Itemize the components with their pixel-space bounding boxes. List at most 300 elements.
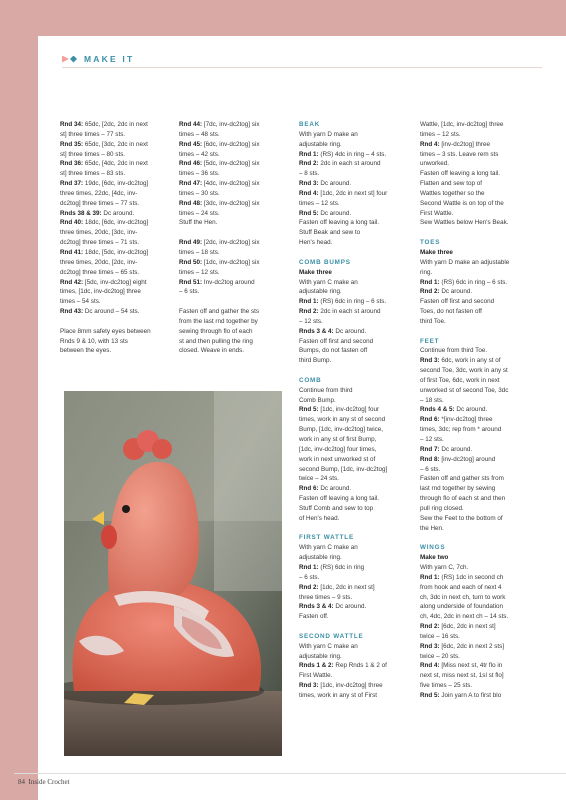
paragraph-gap: [179, 228, 299, 238]
instruction-text: Dc around.: [318, 485, 352, 493]
instruction-text: (RS) 6dc in ring: [318, 563, 365, 571]
pattern-line: [179, 218, 299, 228]
instruction-text: times – 24 sts.: [179, 209, 220, 217]
pattern-line: [179, 287, 299, 297]
instruction-text: Join yarn A to first blo: [439, 691, 502, 699]
instruction-text: Continue from third Toe.: [420, 347, 488, 355]
instruction-text: Stuff Beak and sew to: [299, 229, 361, 237]
instruction-text: times – 36 sts.: [179, 170, 220, 178]
section-title: MAKE IT: [84, 54, 135, 64]
pattern-line: [420, 593, 550, 603]
pattern-line: [420, 159, 550, 169]
round-label: Rnd 4:: [420, 662, 440, 670]
round-label: Rnd 3:: [299, 682, 319, 690]
instruction-text: pull ring closed.: [420, 504, 464, 512]
pattern-line: [299, 514, 424, 524]
instruction-text: With yarn D make an: [299, 130, 358, 138]
pattern-line: [420, 602, 550, 612]
instruction-text: – 12 sts.: [420, 436, 444, 443]
pattern-line: [60, 199, 188, 209]
pattern-line: [299, 140, 424, 150]
pattern-line: [299, 278, 424, 288]
instruction-text: ch, 4dc, 2dc in next ch – 14 sts.: [420, 613, 509, 621]
pattern-line: [420, 218, 550, 228]
instruction-text: times – 12 sts.: [299, 199, 340, 207]
pattern-line: [179, 346, 299, 356]
instruction-text: st and then pulling the ring: [179, 337, 253, 345]
pattern-line: [299, 593, 424, 603]
pattern-line: [299, 563, 424, 573]
instruction-text: Place 8mm safety eyes between: [60, 327, 151, 335]
pattern-line: [420, 484, 550, 494]
pattern-line: [299, 405, 424, 415]
instruction-text: Wattle, [1dc, inv-dc2tog] three: [420, 121, 504, 128]
pattern-line: [420, 583, 550, 593]
pattern-line: [60, 297, 188, 307]
instruction-text: next st, miss next st, 1sl st flo]: [420, 672, 504, 680]
round-label: Rnd 5:: [299, 209, 319, 217]
pattern-line: [420, 130, 550, 140]
pattern-line: [179, 179, 299, 189]
pattern-line: [60, 189, 188, 199]
instruction-text: – 8 sts.: [299, 170, 320, 178]
instruction-text: five times – 25 sts.: [420, 682, 473, 690]
pattern-line: [420, 396, 550, 406]
instruction-text: times – 12 sts.: [420, 130, 461, 138]
pattern-line: [299, 691, 424, 701]
instruction-text: times – 48 sts.: [179, 130, 220, 138]
instruction-text: Toes, do not fasten off: [420, 308, 482, 316]
instruction-text: Fasten off leaving a long tail.: [420, 170, 501, 178]
instruction-text: st] three times – 83 sts.: [60, 170, 126, 178]
subheading: Make three: [420, 248, 453, 256]
round-label: Rnd 2:: [299, 308, 319, 316]
instruction-text: dc2tog] three times – 77 sts.: [60, 199, 140, 207]
pattern-line: [179, 337, 299, 347]
pattern-line: [420, 563, 550, 573]
pattern-line: [420, 642, 550, 652]
instruction-text: – 12 sts.: [299, 317, 323, 325]
instruction-text: dc2tog] three times – 71 sts.: [60, 239, 140, 247]
round-label: Rnd 6:: [420, 416, 440, 424]
round-label: Rnd 46:: [179, 160, 203, 168]
pattern-line: [179, 307, 299, 317]
pattern-line: [179, 140, 299, 150]
instruction-text: Inv-dc2tog around: [202, 278, 255, 286]
pattern-line: [299, 209, 424, 219]
instruction-text: Fasten off leaving a long tail.: [299, 219, 380, 227]
round-label: Rnd 35:: [60, 140, 84, 148]
pattern-line: [299, 573, 424, 583]
pattern-line: [299, 317, 424, 327]
paragraph-gap: [420, 228, 550, 238]
pattern-line: [420, 209, 550, 219]
magazine-page: [18, 36, 566, 800]
pattern-line: [179, 150, 299, 160]
instruction-text: unworked st of second Toe, 3dc: [420, 386, 509, 394]
pattern-line: [420, 465, 550, 475]
round-label: Rnd 43:: [60, 308, 84, 316]
instruction-text: second Bump, [1dc, inv-dc2tog]: [299, 465, 388, 473]
pattern-line: [420, 376, 550, 386]
pattern-line: [60, 248, 188, 258]
instruction-text: Continue from third: [299, 386, 353, 394]
pattern-line: [420, 199, 550, 209]
pattern-line: [420, 307, 550, 317]
instruction-text: times – 30 sts.: [179, 189, 220, 197]
instruction-text: Fasten off.: [299, 613, 329, 621]
pattern-line: [299, 415, 424, 425]
pattern-line: [299, 130, 424, 140]
instruction-text: With yarn D make an adjustable: [420, 258, 510, 266]
instruction-text: [4dc, inv-dc2tog] six: [202, 180, 260, 188]
round-label: Rnd 4:: [420, 140, 440, 148]
pattern-line: [299, 179, 424, 189]
instruction-text: [6dc, 2dc in next st]: [439, 623, 496, 631]
instruction-text: twice – 20 sts.: [420, 652, 460, 660]
pattern-line: [179, 258, 299, 268]
pattern-line: [420, 317, 550, 327]
instruction-text: Fasten off first and second: [420, 298, 495, 306]
instruction-text: three times, 20dc, [3dc, inv-: [60, 229, 138, 237]
instruction-text: – 18 sts.: [420, 396, 444, 404]
instruction-text: – 6 sts.: [420, 465, 441, 473]
instruction-text: Second Wattle is on top of the: [420, 199, 504, 207]
pattern-column-4: [420, 120, 550, 701]
round-label: Rnd 37:: [60, 180, 84, 188]
round-label: Rnd 36:: [60, 160, 84, 168]
pattern-line: [60, 218, 188, 228]
instruction-text: Fasten off first and second: [299, 337, 374, 345]
paragraph-gap: [299, 248, 424, 258]
instruction-text: (RS) 1dc in second ch: [439, 573, 504, 581]
instruction-text: st] three times – 80 sts.: [60, 150, 126, 158]
pattern-line: [179, 248, 299, 258]
pattern-line: [420, 671, 550, 681]
pattern-line: [420, 573, 550, 583]
pattern-line: [60, 169, 188, 179]
pattern-line: [420, 622, 550, 632]
section-heading: COMB: [299, 376, 322, 384]
paragraph-gap: [299, 524, 424, 534]
instruction-text: dc2tog] three times – 65 sts.: [60, 268, 140, 276]
round-label: Rnd 8:: [420, 455, 440, 463]
pattern-line: [179, 159, 299, 169]
round-label: Rnds 38 & 39:: [60, 209, 102, 217]
pattern-line: [420, 278, 550, 288]
instruction-text: 65dc, [4dc, 2dc in next: [83, 160, 148, 168]
section-heading: WINGS: [420, 544, 446, 552]
pattern-line: [299, 169, 424, 179]
instruction-text: adjustable ring.: [299, 554, 342, 562]
pattern-line: [299, 465, 424, 475]
page-number: 84: [18, 778, 25, 786]
pattern-line: [60, 228, 188, 238]
pattern-line: [420, 661, 550, 671]
round-label: Rnd 41:: [60, 248, 84, 256]
pattern-line: [420, 120, 550, 130]
pattern-line: [299, 484, 424, 494]
instruction-text: [1dc, 2dc in next st]: [318, 583, 375, 591]
round-label: Rnds 3 & 4:: [299, 327, 334, 335]
instruction-text: Dc around.: [318, 180, 352, 188]
instruction-text: the Hen.: [420, 524, 444, 532]
round-label: Rnd 1:: [420, 573, 440, 581]
instruction-text: 18dc, [6dc, inv-dc2tog]: [83, 219, 149, 227]
pattern-line: [60, 307, 188, 317]
crochet-hen-photo: [64, 391, 282, 756]
instruction-text: [Miss next st, 4tr flo in: [439, 662, 503, 670]
round-label: Rnd 42:: [60, 278, 84, 286]
pattern-line: [299, 455, 424, 465]
round-label: Rnd 2:: [420, 623, 440, 631]
pattern-line: [299, 150, 424, 160]
instruction-text: times, work in any st of First: [299, 691, 378, 699]
instruction-text: Dc around.: [454, 406, 488, 414]
instruction-text: 65dc, [2dc, 2dc in next: [83, 121, 148, 128]
pattern-line: [299, 346, 424, 356]
pattern-line: [179, 120, 299, 130]
pattern-line: [420, 405, 550, 415]
round-label: Rnd 4:: [299, 189, 319, 197]
round-label: Rnd 3:: [299, 180, 319, 188]
instruction-text: three times, 22dc, [4dc, inv-: [60, 189, 138, 197]
instruction-text: Bumps, do not fasten off: [299, 347, 368, 355]
instruction-text: [inv-dc2tog] around: [439, 455, 496, 463]
pattern-line: [420, 612, 550, 622]
round-label: Rnd 1:: [299, 563, 319, 571]
section-heading: TOES: [420, 239, 441, 247]
pattern-line: [420, 681, 550, 691]
round-label: Rnd 49:: [179, 239, 203, 247]
section-heading: SECOND WATTLE: [299, 632, 364, 640]
instruction-text: unworked.: [420, 160, 450, 168]
pattern-line: [299, 356, 424, 366]
instruction-text: Dc around.: [439, 445, 473, 453]
pattern-line: [420, 494, 550, 504]
instruction-text: Dc around.: [439, 288, 473, 296]
instruction-text: Sew Wattles below Hen's Beak.: [420, 219, 509, 227]
pattern-line: [179, 209, 299, 219]
pattern-line: [299, 612, 424, 622]
instruction-text: adjustable ring.: [299, 288, 342, 296]
instruction-text: from hook and each of next 4: [420, 583, 502, 591]
pattern-line: [60, 346, 188, 356]
round-label: Rnd 6:: [299, 485, 319, 493]
pattern-column-3: [299, 120, 424, 701]
section-heading: FEET: [420, 337, 440, 345]
instruction-text: ring.: [420, 268, 433, 276]
instruction-text: Fasten off leaving a long tail.: [299, 495, 380, 503]
pattern-line: [420, 514, 550, 524]
round-label: Rnd 47:: [179, 180, 203, 188]
pattern-line: [299, 445, 424, 455]
instruction-text: Comb Bump.: [299, 396, 336, 404]
pattern-line: [60, 209, 188, 219]
instruction-text: Dc around.: [318, 209, 352, 217]
round-label: Rnd 45:: [179, 140, 203, 148]
round-label: Rnds 3 & 4:: [299, 603, 334, 611]
magazine-name: Inside Crochet: [28, 778, 70, 786]
pattern-line: [420, 524, 550, 534]
pattern-line: [420, 652, 550, 662]
instruction-text: Dc around.: [101, 209, 135, 217]
pattern-line: [60, 287, 188, 297]
pattern-line: [420, 632, 550, 642]
pattern-line: [60, 238, 188, 248]
instruction-text: of first Toe, 6dc, work in next: [420, 376, 500, 384]
instruction-text: (RS) 6dc in ring – 6 sts.: [439, 278, 508, 286]
instruction-text: With yarn C make an: [299, 642, 358, 650]
paragraph-gap: [299, 366, 424, 376]
pattern-line: [299, 238, 424, 248]
instruction-text: Dc around.: [333, 327, 367, 335]
instruction-text: *[inv-dc2tog] three: [439, 416, 493, 424]
instruction-text: sewing through flo of each: [179, 327, 253, 335]
instruction-text: Dc around.: [333, 603, 367, 611]
instruction-text: adjustable ring.: [299, 140, 342, 148]
subheading: Make two: [420, 554, 449, 562]
instruction-text: ch, 3dc in next ch, turn to work: [420, 593, 506, 601]
instruction-text: 2dc in each st around: [318, 160, 381, 168]
pattern-line: [299, 297, 424, 307]
pattern-line: [60, 268, 188, 278]
round-label: Rnd 1:: [299, 298, 319, 306]
pattern-line: [299, 661, 424, 671]
pattern-line: [420, 386, 550, 396]
pattern-line: [299, 671, 424, 681]
pattern-line: [299, 642, 424, 652]
pattern-line: [420, 435, 550, 445]
instruction-text: between the eyes.: [60, 347, 112, 355]
instruction-text: through flo of each st and then: [420, 495, 506, 503]
round-label: Rnd 3:: [420, 642, 440, 650]
instruction-text: 2dc in each st around: [318, 308, 381, 316]
instruction-text: Stuff Comb and sew to top: [299, 504, 374, 512]
instruction-text: Rnds 9 & 10, with 13 sts: [60, 337, 128, 345]
pattern-line: [420, 189, 550, 199]
pattern-line: [420, 455, 550, 465]
pattern-line: [420, 150, 550, 160]
pattern-line: [60, 179, 188, 189]
pattern-line: [420, 691, 550, 701]
pattern-line: [60, 278, 188, 288]
arrow-diamond-icon: [62, 56, 77, 63]
pattern-line: [420, 287, 550, 297]
paragraph-gap: [60, 317, 188, 327]
instruction-text: First Wattle.: [420, 209, 454, 217]
instruction-text: work in next unworked st of: [299, 455, 376, 463]
round-label: Rnd 44:: [179, 121, 203, 128]
pattern-line: [420, 474, 550, 484]
round-label: Rnds 1 & 2:: [299, 662, 334, 670]
instruction-text: [6dc, inv-dc2tog] six: [202, 140, 260, 148]
pattern-line: [179, 238, 299, 248]
round-label: Rnd 51:: [179, 278, 203, 286]
instruction-text: last rnd together by sewing: [420, 485, 496, 493]
pattern-line: [299, 652, 424, 662]
instruction-text: Fasten off and gather sts from: [420, 475, 504, 483]
pattern-line: [179, 189, 299, 199]
instruction-text: (RS) 4dc in ring – 4 sts.: [318, 150, 387, 158]
instruction-text: [5dc, inv-dc2tog] eight: [83, 278, 147, 286]
pattern-line: [299, 494, 424, 504]
instruction-text: Dc around – 54 sts.: [83, 308, 140, 316]
instruction-text: times – 12 sts.: [179, 268, 220, 276]
folio: [18, 778, 70, 786]
round-label: Rnd 2:: [420, 288, 440, 296]
pattern-line: [420, 415, 550, 425]
instruction-text: [1dc, inv-dc2tog] four times,: [299, 445, 377, 453]
instruction-text: – 6 sts.: [299, 573, 320, 581]
pattern-line: [420, 258, 550, 268]
instruction-text: With yarn C, 7ch.: [420, 563, 469, 571]
instruction-text: times – 3 sts. Leave rem sts: [420, 150, 499, 158]
round-label: Rnd 50:: [179, 258, 203, 266]
pattern-line: [299, 307, 424, 317]
pattern-line: [60, 140, 188, 150]
round-label: Rnd 3:: [420, 357, 440, 365]
instruction-text: twice – 24 sts.: [299, 475, 339, 483]
paragraph-gap: [420, 533, 550, 543]
instruction-text: work in any st of first Bump,: [299, 436, 377, 443]
round-label: Rnd 40:: [60, 219, 84, 227]
section-heading: FIRST WATTLE: [299, 534, 354, 542]
pattern-line: [420, 297, 550, 307]
instruction-text: times, 3dc; rep from * around: [420, 426, 502, 434]
pattern-line: [420, 179, 550, 189]
pattern-line: [299, 199, 424, 209]
instruction-text: times – 54 sts.: [60, 298, 101, 306]
instruction-text: three times – 9 sts.: [299, 593, 353, 601]
pattern-line: [60, 337, 188, 347]
pattern-line: [60, 258, 188, 268]
pattern-line: [299, 504, 424, 514]
instruction-text: With yarn C make an: [299, 278, 358, 286]
round-label: Rnd 2:: [299, 160, 319, 168]
header-divider: [62, 67, 542, 68]
round-label: Rnd 5:: [420, 691, 440, 699]
pattern-line: [299, 396, 424, 406]
instruction-text: Rep Rnds 1 & 2 of: [333, 662, 387, 670]
pattern-line: [179, 317, 299, 327]
pattern-line: [60, 120, 188, 130]
section-heading: BEAK: [299, 121, 321, 128]
round-label: Rnd 34:: [60, 121, 84, 128]
instruction-text: Bump, [1dc, inv-dc2tog] twice,: [299, 426, 383, 434]
instruction-text: [6dc, 2dc in next 2 sts]: [439, 642, 504, 650]
pattern-line: [299, 435, 424, 445]
instruction-text: [7dc, inv-dc2tog] six: [202, 121, 260, 128]
pattern-line: [299, 583, 424, 593]
pattern-line: [299, 543, 424, 553]
page-footer: [18, 773, 566, 800]
pattern-line: [299, 327, 424, 337]
instruction-text: third Bump.: [299, 357, 332, 365]
pattern-line: [179, 278, 299, 288]
section-heading: COMB BUMPS: [299, 258, 351, 266]
pattern-column-2: [179, 120, 299, 356]
instruction-text: second Toe, 3dc, work in any st: [420, 367, 508, 375]
round-label: Rnd 1:: [420, 278, 440, 286]
instruction-text: 65dc, [3dc, 2dc in next: [83, 140, 148, 148]
pattern-line: [299, 189, 424, 199]
paragraph-gap: [179, 297, 299, 307]
pattern-line: [420, 366, 550, 376]
instruction-text: [1dc, inv-dc2tog] six: [202, 258, 260, 266]
pattern-line: [420, 140, 550, 150]
instruction-text: [5dc, inv-dc2tog] six: [202, 160, 260, 168]
